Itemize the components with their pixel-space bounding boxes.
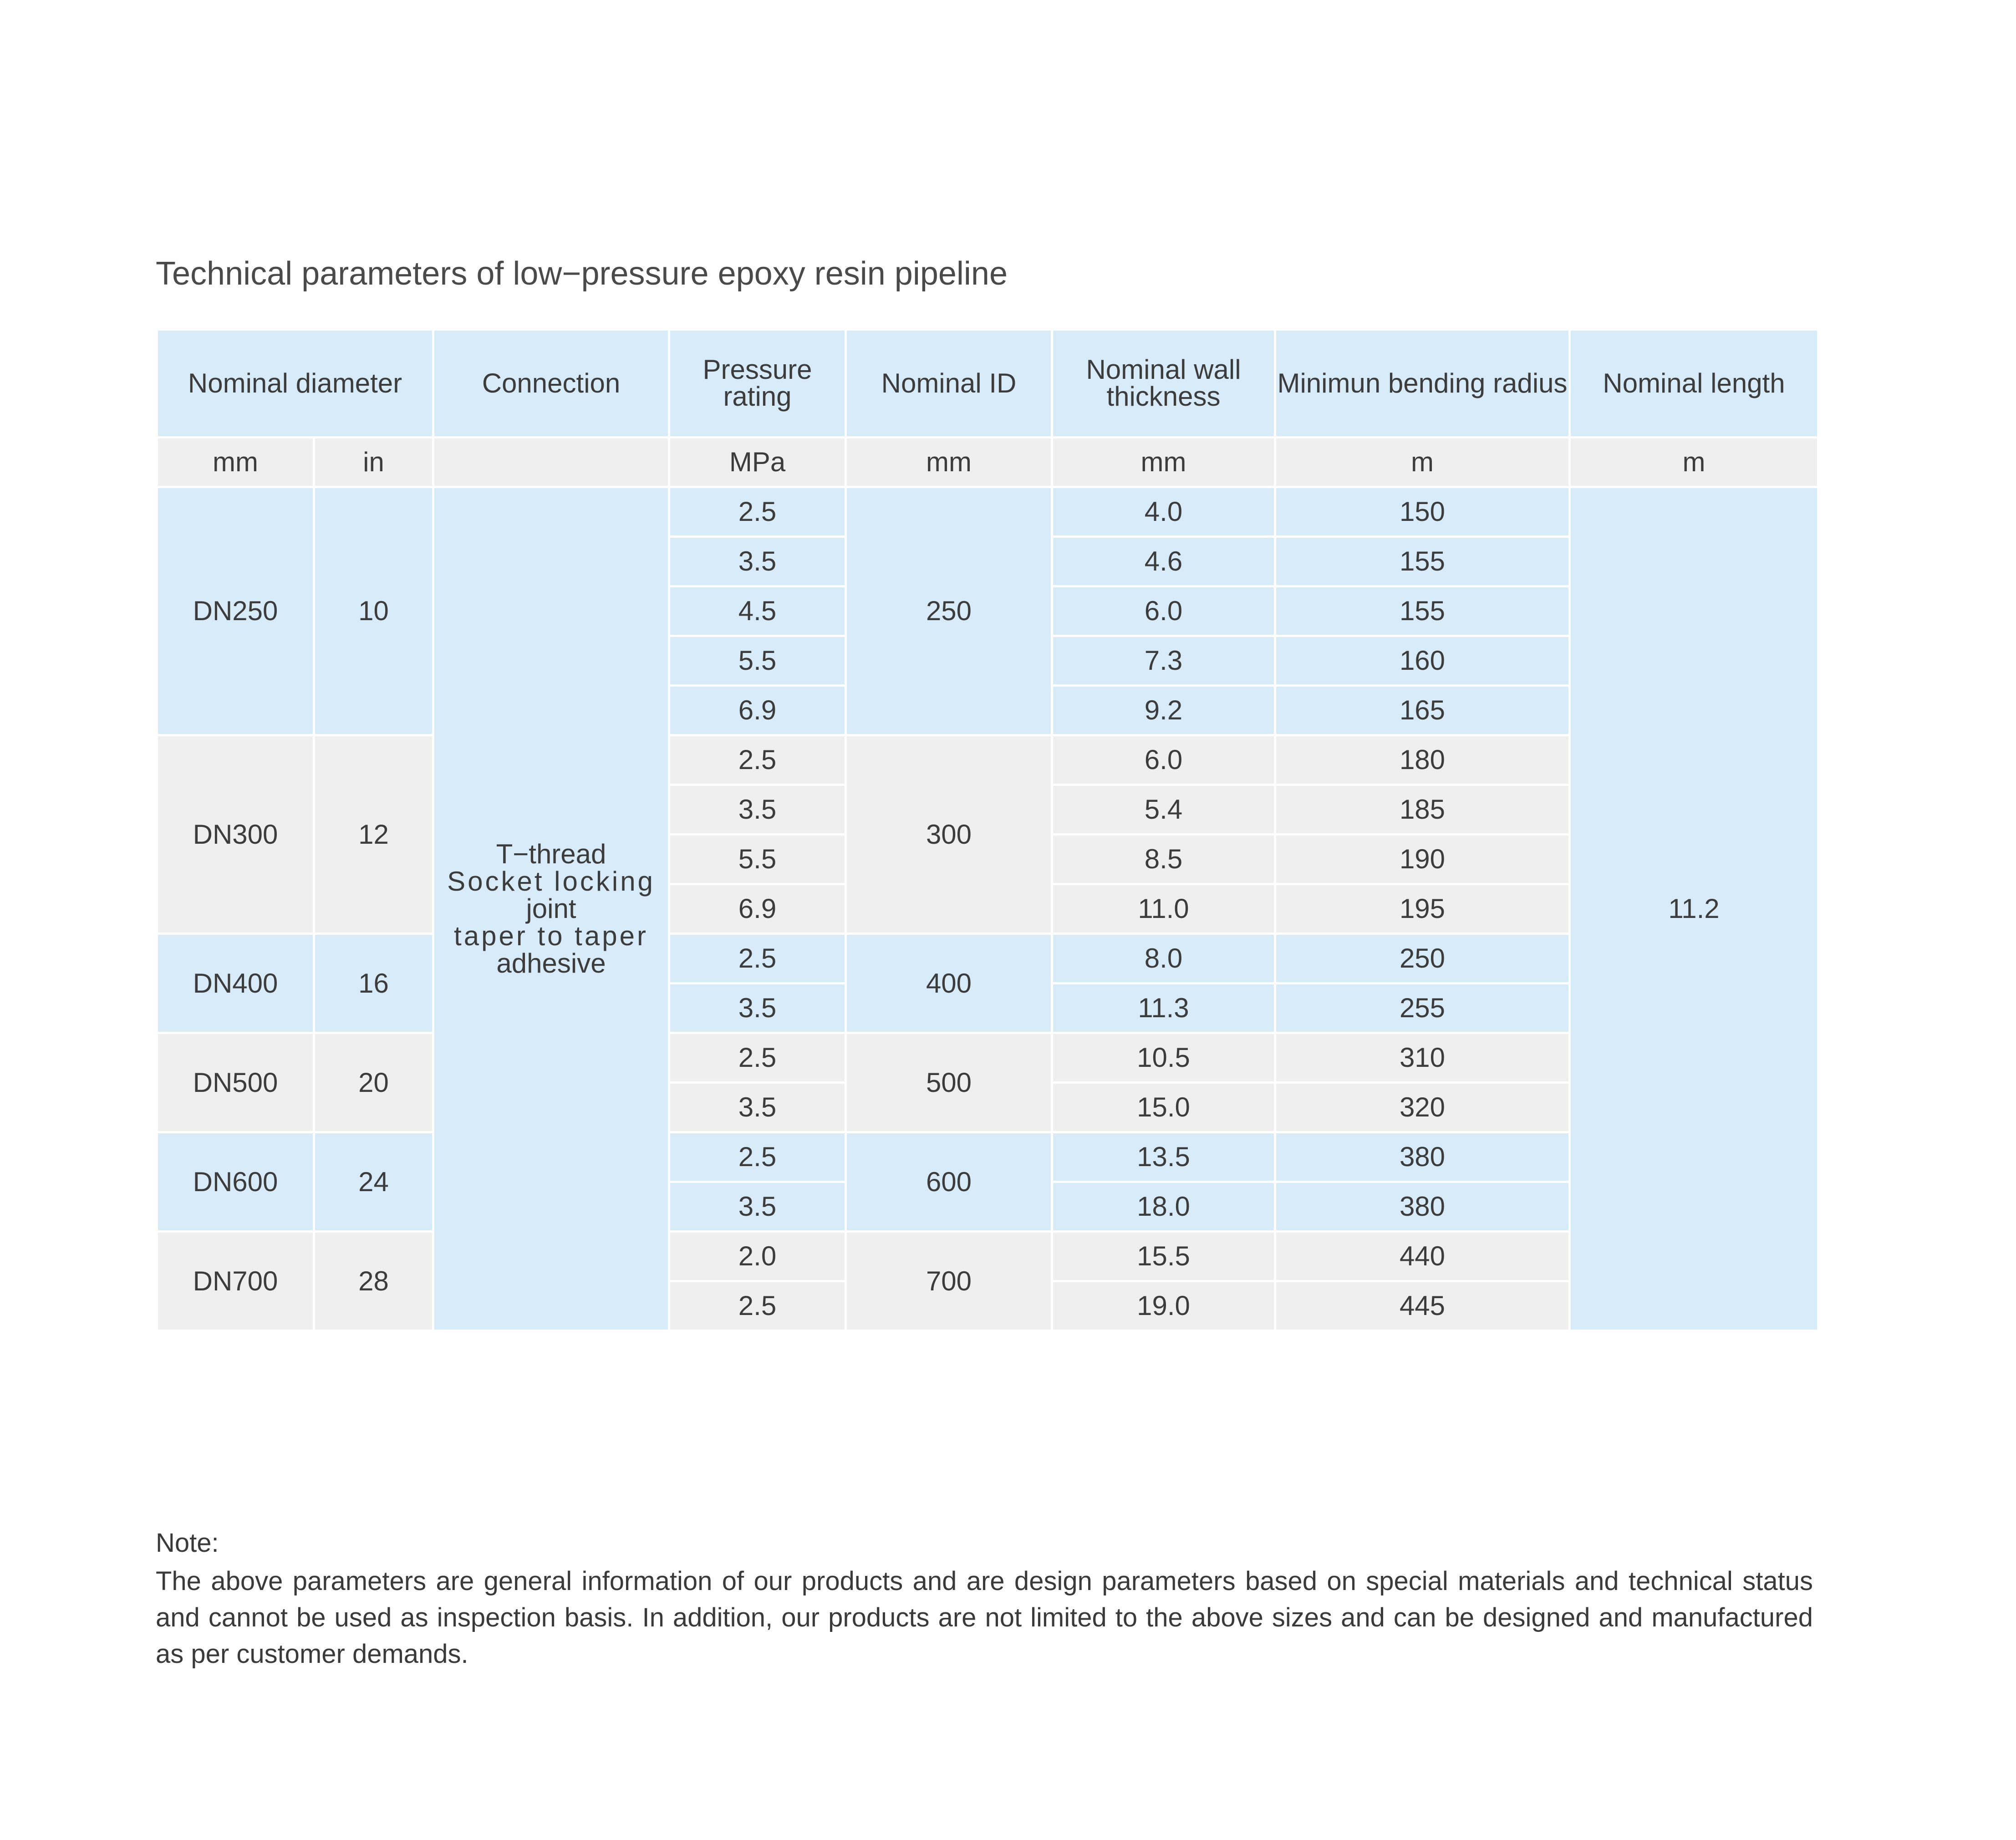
cell-nominal-id: 500 (846, 1033, 1052, 1132)
unit-wall: mm (1052, 438, 1275, 487)
note-label: Note: (156, 1528, 219, 1558)
cell-dn-in: 16 (314, 934, 433, 1033)
cell-wall-thickness: 4.0 (1052, 487, 1275, 537)
cell-pressure: 2.5 (669, 1281, 846, 1331)
unit-dn-in: in (314, 438, 433, 487)
cell-pressure: 5.5 (669, 835, 846, 884)
cell-bending-radius: 380 (1275, 1132, 1570, 1182)
cell-pressure: 5.5 (669, 636, 846, 686)
cell-wall-thickness: 9.2 (1052, 686, 1275, 735)
cell-pressure: 3.5 (669, 984, 846, 1033)
technical-parameters-table (156, 328, 1819, 1332)
table-body (157, 330, 1818, 1331)
connection-line: joint (526, 893, 576, 924)
cell-dn-in: 10 (314, 487, 433, 735)
cell-wall-thickness: 6.0 (1052, 586, 1275, 636)
cell-wall-thickness: 6.0 (1052, 735, 1275, 785)
cell-pressure: 3.5 (669, 1182, 846, 1232)
header-min-bending-radius: Minimun bending radius (1275, 330, 1570, 438)
cell-pressure: 2.5 (669, 735, 846, 785)
cell-bending-radius: 440 (1275, 1232, 1570, 1281)
cell-bending-radius: 155 (1275, 537, 1570, 586)
unit-radius: m (1275, 438, 1570, 487)
cell-nominal-id: 250 (846, 487, 1052, 735)
cell-nominal-id: 700 (846, 1232, 1052, 1331)
cell-dn-in: 28 (314, 1232, 433, 1331)
cell-pressure: 2.0 (669, 1232, 846, 1281)
cell-nominal-id: 400 (846, 934, 1052, 1033)
connection-line: T−thread (496, 839, 606, 869)
cell-nominal-id: 300 (846, 735, 1052, 934)
cell-dn-mm: DN700 (157, 1232, 314, 1331)
cell-dn-mm: DN250 (157, 487, 314, 735)
unit-pressure: MPa (669, 438, 846, 487)
cell-pressure: 2.5 (669, 487, 846, 537)
table-row (157, 1033, 1818, 1083)
unit-id: mm (846, 438, 1052, 487)
cell-nominal-length: 11.2 (1570, 487, 1818, 1331)
note-text: The above parameters are general information of our products and are design parameters based on special materials and technical status and cannot be used as inspection basis. In addition, our products are not limited to the above sizes and can be designed and manufactured as per customer demands. (156, 1566, 1813, 1669)
cell-bending-radius: 320 (1275, 1083, 1570, 1132)
header-nominal-diameter: Nominal diameter (157, 330, 433, 438)
cell-dn-mm: DN400 (157, 934, 314, 1033)
cell-wall-thickness: 19.0 (1052, 1281, 1275, 1331)
cell-bending-radius: 180 (1275, 735, 1570, 785)
table-row (157, 487, 1818, 537)
cell-wall-thickness: 11.3 (1052, 984, 1275, 1033)
cell-wall-thickness: 5.4 (1052, 785, 1275, 835)
cell-dn-mm: DN500 (157, 1033, 314, 1132)
cell-wall-thickness: 13.5 (1052, 1132, 1275, 1182)
table-row (157, 1132, 1818, 1182)
cell-dn-mm: DN300 (157, 735, 314, 934)
cell-pressure: 6.9 (669, 884, 846, 934)
cell-bending-radius: 250 (1275, 934, 1570, 984)
cell-pressure: 3.5 (669, 537, 846, 586)
unit-dn-mm: mm (157, 438, 314, 487)
cell-nominal-id: 600 (846, 1132, 1052, 1232)
cell-bending-radius: 195 (1275, 884, 1570, 934)
table-row (157, 1232, 1818, 1281)
cell-bending-radius: 310 (1275, 1033, 1570, 1083)
cell-connection (433, 487, 669, 1331)
cell-wall-thickness: 15.5 (1052, 1232, 1275, 1281)
connection-line: taper to taper (454, 921, 648, 951)
cell-pressure: 2.5 (669, 1033, 846, 1083)
header-connection: Connection (433, 330, 669, 438)
connection-line: adhesive (496, 948, 606, 979)
cell-pressure: 2.5 (669, 934, 846, 984)
cell-dn-in: 20 (314, 1033, 433, 1132)
cell-wall-thickness: 8.0 (1052, 934, 1275, 984)
cell-bending-radius: 165 (1275, 686, 1570, 735)
header-pressure-rating: Pressure rating (669, 330, 846, 438)
connection-line: Socket locking (447, 866, 655, 897)
units-row (157, 438, 1818, 487)
page-title: Technical parameters of low−pressure epoxy resin pipeline (156, 255, 1008, 292)
header-row (157, 330, 1818, 438)
cell-bending-radius: 190 (1275, 835, 1570, 884)
table-row (157, 934, 1818, 984)
header-nominal-length: Nominal length (1570, 330, 1818, 438)
unit-connection (433, 438, 669, 487)
cell-bending-radius: 445 (1275, 1281, 1570, 1331)
cell-pressure: 2.5 (669, 1132, 846, 1182)
table-row (157, 735, 1818, 785)
cell-dn-mm: DN600 (157, 1132, 314, 1232)
cell-wall-thickness: 7.3 (1052, 636, 1275, 686)
cell-wall-thickness: 15.0 (1052, 1083, 1275, 1132)
cell-wall-thickness: 4.6 (1052, 537, 1275, 586)
cell-bending-radius: 185 (1275, 785, 1570, 835)
cell-bending-radius: 160 (1275, 636, 1570, 686)
cell-pressure: 3.5 (669, 1083, 846, 1132)
cell-wall-thickness: 11.0 (1052, 884, 1275, 934)
cell-bending-radius: 150 (1275, 487, 1570, 537)
cell-dn-in: 12 (314, 735, 433, 934)
cell-dn-in: 24 (314, 1132, 433, 1232)
cell-bending-radius: 380 (1275, 1182, 1570, 1232)
cell-bending-radius: 155 (1275, 586, 1570, 636)
cell-wall-thickness: 18.0 (1052, 1182, 1275, 1232)
unit-length: m (1570, 438, 1818, 487)
cell-wall-thickness: 10.5 (1052, 1033, 1275, 1083)
cell-pressure: 3.5 (669, 785, 846, 835)
cell-pressure: 4.5 (669, 586, 846, 636)
cell-pressure: 6.9 (669, 686, 846, 735)
cell-wall-thickness: 8.5 (1052, 835, 1275, 884)
header-nominal-id: Nominal ID (846, 330, 1052, 438)
cell-bending-radius: 255 (1275, 984, 1570, 1033)
header-nominal-wall-thickness: Nominal wall thickness (1052, 330, 1275, 438)
